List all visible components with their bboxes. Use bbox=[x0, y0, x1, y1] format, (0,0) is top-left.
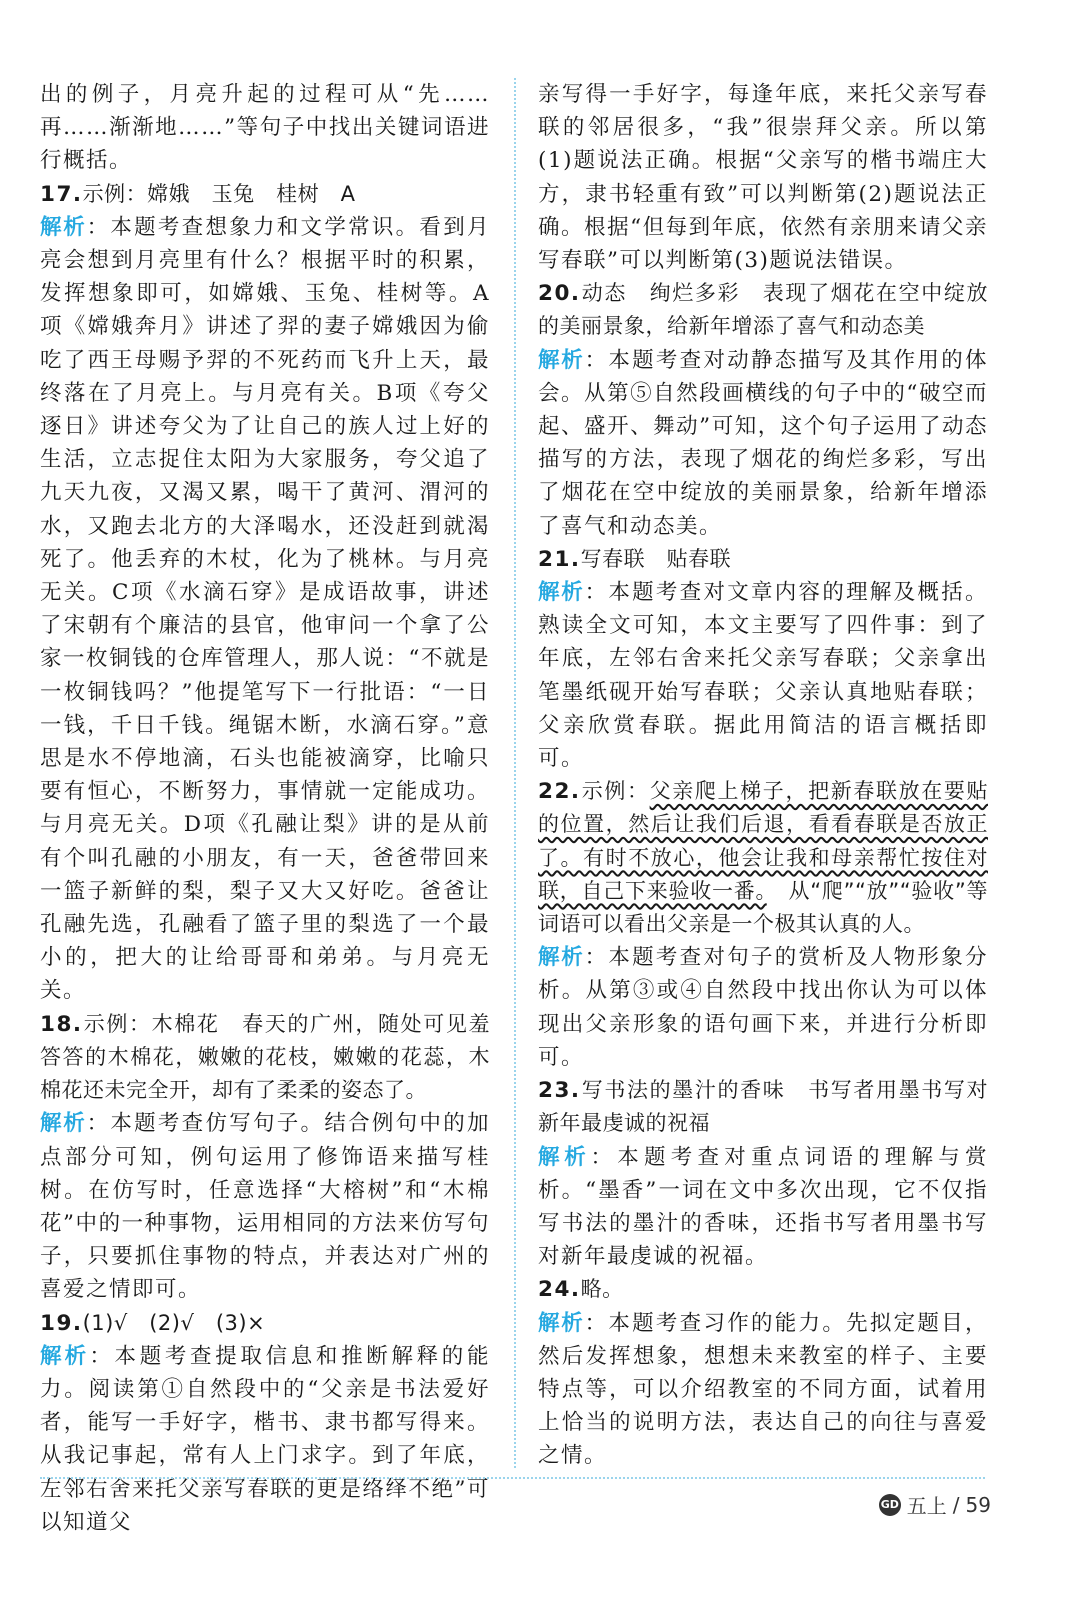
column-divider bbox=[514, 78, 516, 1468]
question-number: 23. bbox=[538, 1078, 581, 1104]
edition-badge-icon: GD bbox=[879, 1494, 901, 1516]
page-footer bbox=[879, 1490, 991, 1519]
answer-item bbox=[40, 178, 490, 211]
question-number: 19. bbox=[40, 1310, 83, 1336]
answer-item bbox=[538, 543, 988, 576]
analysis-block bbox=[40, 1340, 490, 1539]
answer-item bbox=[40, 1307, 490, 1340]
paragraph-text: 出的例子，月亮升起的过程可从“先……再……渐渐地……”等句子中找出关键词语进行概括。 bbox=[40, 82, 490, 174]
analysis-text: ：本题考查对动静态描写及其作用的体会。从第⑤自然段画横线的句子中的“破空而起、盛开、舞动”可知，这个句子运用了动态描写的方法，表现了烟花的绚烂多彩，写出了烟花在空中绽放的美丽景象，给新年增添了喜气和动态美。 bbox=[538, 347, 988, 539]
continued-text bbox=[40, 78, 490, 178]
analysis-tag: 解析 bbox=[538, 945, 585, 971]
analysis-block bbox=[40, 211, 490, 1008]
analysis-text: ：本题考查习作的能力。先拟定题目，然后发挥想象，想想未来教室的样子、主要特点等，可以介绍教室的不同方面，试着用上恰当的说明方法，表达自己的向往与喜爱之情。 bbox=[538, 1310, 988, 1469]
analysis-tag: 解析 bbox=[40, 1111, 87, 1137]
footer-slash: / bbox=[952, 1492, 960, 1517]
analysis-text: ：本题考查想象力和文学常识。看到月亮会想到月亮里有什么？根据平时的积累，发挥想象即可，如嫦娥、玉兔、桂树等。A项《嫦娥奔月》讲述了羿的妻子嫦娥因为偷吃了西王母赐予羿的不死药而飞升上天，最终落在了月亮上。与月亮有关。B项《夸父逐日》讲述夸父为了让自己的族人过上好的生活，立志捉住太阳为大家服务，夸父追了九天九夜，又渴又累，喝干了黄河、渭河的水，又跑去北方的大泽喝水，还没赶到就渴死了。他丢弃的木杖，化为了桃林。与月亮无关。C项《水滴石穿》是成语故事，讲述了宋朝有个廉洁的县官，他审问一个拿了公家一枚铜钱的仓库管理人，那人说：“不就是一枚铜钱吗？”他提笔写下一行批语：“一日一钱，千日千钱。绳锯木断，水滴石穿。”意思是水不停地滴，石头也能被滴穿，比喻只要有恒心，不断努力，事情就一定能成功。与月亮无关。D项《孔融让梨》讲的是从前有个叫孔融的小朋友，有一天，爸爸带回来一篮子新鲜的梨，梨子又大又好吃。爸爸让孔融先选，孔融看了篮子里的梨选了一个最小的，把大的让给哥哥和弟弟。与月亮无关。 bbox=[40, 214, 490, 1004]
answer-text: 示例：木棉花 春天的广州，随处可见羞答答的木棉花，嫩嫩的花枝，嫩嫩的花蕊，木棉花还未完全开，却有了柔柔的姿态了。 bbox=[40, 1011, 490, 1103]
analysis-tag: 解析 bbox=[538, 347, 585, 373]
question-number: 21. bbox=[538, 546, 581, 572]
analysis-block bbox=[538, 1141, 988, 1274]
answer-text: 从“爬”“放”“验收”等词语可以看出父亲是一个极其认真的人。 bbox=[538, 878, 988, 937]
analysis-tag: 解析 bbox=[538, 1310, 585, 1336]
analysis-text: ：本题考查对重点词语的理解与赏析。“墨香”一词在文中多次出现，它不仅指写书法的墨汁的香味，还指书写者用墨书写对新年最虔诚的祝福。 bbox=[538, 1144, 988, 1270]
left-column bbox=[40, 78, 490, 1539]
answer-text: 写书法的墨汁的香味 书写者用墨书写对新年最虔诚的祝福 bbox=[538, 1078, 988, 1136]
question-number: 20. bbox=[538, 281, 581, 307]
analysis-block bbox=[538, 344, 988, 543]
answer-prefix: 示例： bbox=[580, 779, 650, 804]
analysis-tag: 解析 bbox=[538, 580, 585, 606]
analysis-text: ：本题考查仿写句子。结合例句中的加点部分可知，例句运用了修饰语来描写桂树。在仿写时，任意选择“大榕树”和“木棉花”中的一种事物，运用相同的方法来仿写句子，只要抓住事物的特点，并表达对广州的喜爱之情即可。 bbox=[40, 1111, 490, 1303]
answer-text: 动态 绚烂多彩 表现了烟花在空中绽放的美丽景象，给新年增添了喜气和动态美 bbox=[538, 281, 988, 339]
wavy-underlined-sentence: 父亲爬上梯子，把新春联放在要贴的位置，然后让我们后退，看看春联是否放正了。有时不放心，他会让我和母亲帮忙按住对联，自己下来验收一番。 bbox=[538, 779, 989, 903]
analysis-tag: 解析 bbox=[40, 1343, 90, 1369]
analysis-block bbox=[538, 1307, 988, 1473]
answer-item bbox=[40, 1008, 490, 1108]
analysis-text: ：本题考查对文章内容的理解及概括。熟读全文可知，本文主要写了四件事：到了年底，左邻右舍来托父亲写春联；父亲拿出笔墨纸砚开始写春联；父亲认真地贴春联；父亲欣赏春联。据此用简洁的语言概括即可。 bbox=[538, 580, 988, 772]
footer-divider bbox=[40, 1477, 985, 1479]
answer-text: (1)√ (2)√ (3)× bbox=[82, 1310, 266, 1335]
answer-text: 略。 bbox=[580, 1277, 624, 1302]
question-number: 18. bbox=[40, 1011, 83, 1037]
answer-item bbox=[538, 277, 988, 343]
page-number: 59 bbox=[965, 1492, 991, 1517]
analysis-tag: 解析 bbox=[538, 1144, 591, 1170]
analysis-tag: 解析 bbox=[40, 214, 87, 240]
answer-text: 写春联 贴春联 bbox=[580, 546, 732, 571]
right-column bbox=[538, 78, 988, 1473]
analysis-text: ：本题考查提取信息和推断解释的能力。阅读第①自然段中的“父亲是书法爱好者，能写一手好字，楷书、隶书都写得来。从我记事起，常有人上门求字。到了年底，左邻右舍来托父亲写春联的更是络绎不绝”可以知道父 bbox=[40, 1343, 490, 1535]
answer-item bbox=[538, 1273, 988, 1306]
answer-item bbox=[538, 775, 988, 941]
paragraph-text: 亲写得一手好字，每逢年底，来托父亲写春联的邻居很多，“我”很崇拜父亲。所以第(1)题说法正确。根据“父亲写的楷书端庄大方，隶书轻重有致”可以判断第(2)题说法正确。根据“但每到年底，依然有亲朋来请父亲写春联”可以判断第(3)题说法错误。 bbox=[538, 82, 988, 274]
analysis-block bbox=[538, 941, 988, 1074]
analysis-block bbox=[40, 1107, 490, 1306]
continued-text bbox=[538, 78, 988, 277]
question-number: 17. bbox=[40, 181, 83, 207]
analysis-block bbox=[538, 576, 988, 775]
question-number: 24. bbox=[538, 1277, 581, 1303]
analysis-text: ：本题考查对句子的赏析及人物形象分析。从第③或④自然段中找出你认为可以体现出父亲形象的语句画下来，并进行分析即可。 bbox=[538, 945, 988, 1070]
grade-label: 五上 bbox=[906, 1494, 947, 1518]
question-number: 22. bbox=[538, 779, 581, 805]
answer-text: 示例：嫦娥 玉兔 桂树 A bbox=[82, 181, 356, 206]
answer-item bbox=[538, 1074, 988, 1140]
